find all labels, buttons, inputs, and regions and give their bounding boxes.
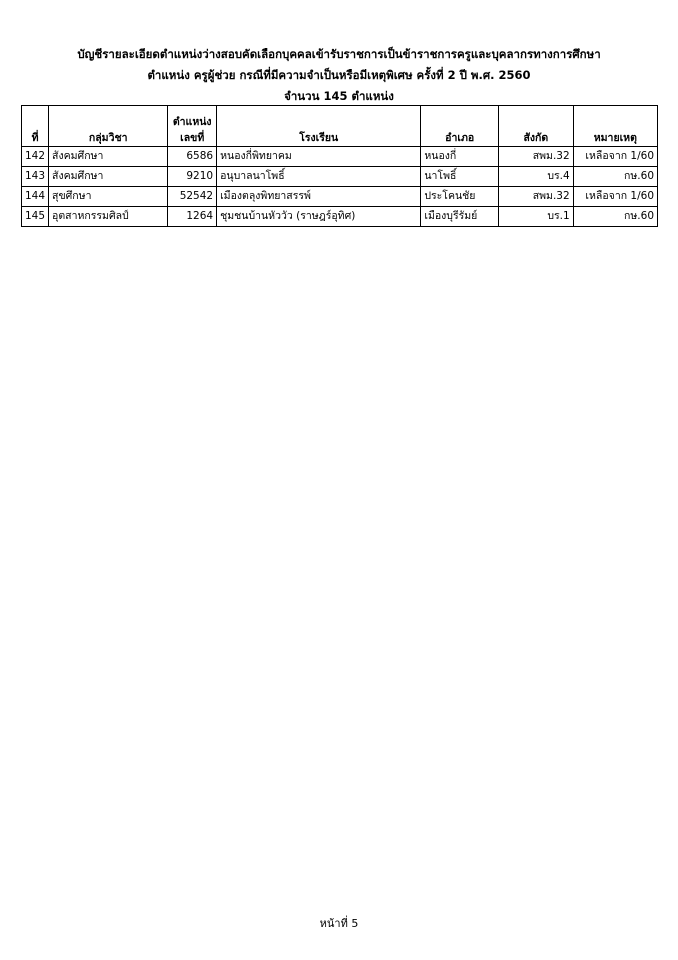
cell-affiliation: บร.4 [499, 167, 574, 187]
vacancy-table [21, 105, 658, 227]
cell-note: กษ.60 [573, 167, 657, 187]
cell-subject: อุตสาหกรรมศิลป์ [49, 207, 168, 227]
cell-school: เมืองตลุงพิทยาสรรพ์ [217, 187, 421, 207]
cell-subject: สังคมศึกษา [49, 167, 168, 187]
cell-affiliation: สพม.32 [499, 147, 574, 167]
table-row [22, 167, 658, 187]
title-line-3: จำนวน 145 ตำแหน่ง [284, 89, 394, 103]
cell-school: ชุมชนบ้านหัววัว (ราษฎร์อุทิศ) [217, 207, 421, 227]
header-district: อำเภอ [421, 106, 499, 147]
header-school: โรงเรียน [217, 106, 421, 147]
header-position-number [168, 106, 217, 147]
cell-district: เมืองบุรีรัมย์ [421, 207, 499, 227]
header-position-top: ตำแหน่ง [172, 116, 212, 128]
table-row [22, 147, 658, 167]
cell-no: 143 [22, 167, 49, 187]
cell-subject: สังคมศึกษา [49, 147, 168, 167]
cell-district: ประโคนชัย [421, 187, 499, 207]
cell-affiliation: บร.1 [499, 207, 574, 227]
cell-no: 142 [22, 147, 49, 167]
cell-note: เหลือจาก 1/60 [573, 147, 657, 167]
table-header-row [22, 106, 658, 147]
page-number: หน้าที่ 5 [319, 917, 359, 930]
header-subject: กลุ่มวิชา [49, 106, 168, 147]
cell-district: นาโพธิ์ [421, 167, 499, 187]
header-position-bottom: เลขที่ [180, 132, 205, 144]
cell-note: เหลือจาก 1/60 [573, 187, 657, 207]
cell-position: 52542 [168, 187, 217, 207]
header-no: ที่ [22, 106, 49, 147]
title-line-1: บัญชีรายละเอียดตำแหน่งว่างสอบคัดเลือกบุคคลเข้ารับราชการเป็นข้าราชการครูและบุคลากรทางการศึกษา [77, 47, 601, 61]
header-note: หมายเหตุ [573, 106, 657, 147]
cell-position: 6586 [168, 147, 217, 167]
cell-affiliation: สพม.32 [499, 187, 574, 207]
cell-school: อนุบาลนาโพธิ์ [217, 167, 421, 187]
cell-position: 1264 [168, 207, 217, 227]
cell-school: หนองกี่พิทยาคม [217, 147, 421, 167]
cell-note: กษ.60 [573, 207, 657, 227]
table-row [22, 187, 658, 207]
document-title [0, 44, 678, 107]
table-row [22, 207, 658, 227]
cell-no: 144 [22, 187, 49, 207]
cell-no: 145 [22, 207, 49, 227]
cell-subject: สุขศึกษา [49, 187, 168, 207]
cell-position: 9210 [168, 167, 217, 187]
cell-district: หนองกี่ [421, 147, 499, 167]
title-line-2: ตำแหน่ง ครูผู้ช่วย กรณีที่มีความจำเป็นหรือมีเหตุพิเศษ ครั้งที่ 2 ปี พ.ศ. 2560 [147, 68, 531, 82]
header-affiliation: สังกัด [499, 106, 574, 147]
